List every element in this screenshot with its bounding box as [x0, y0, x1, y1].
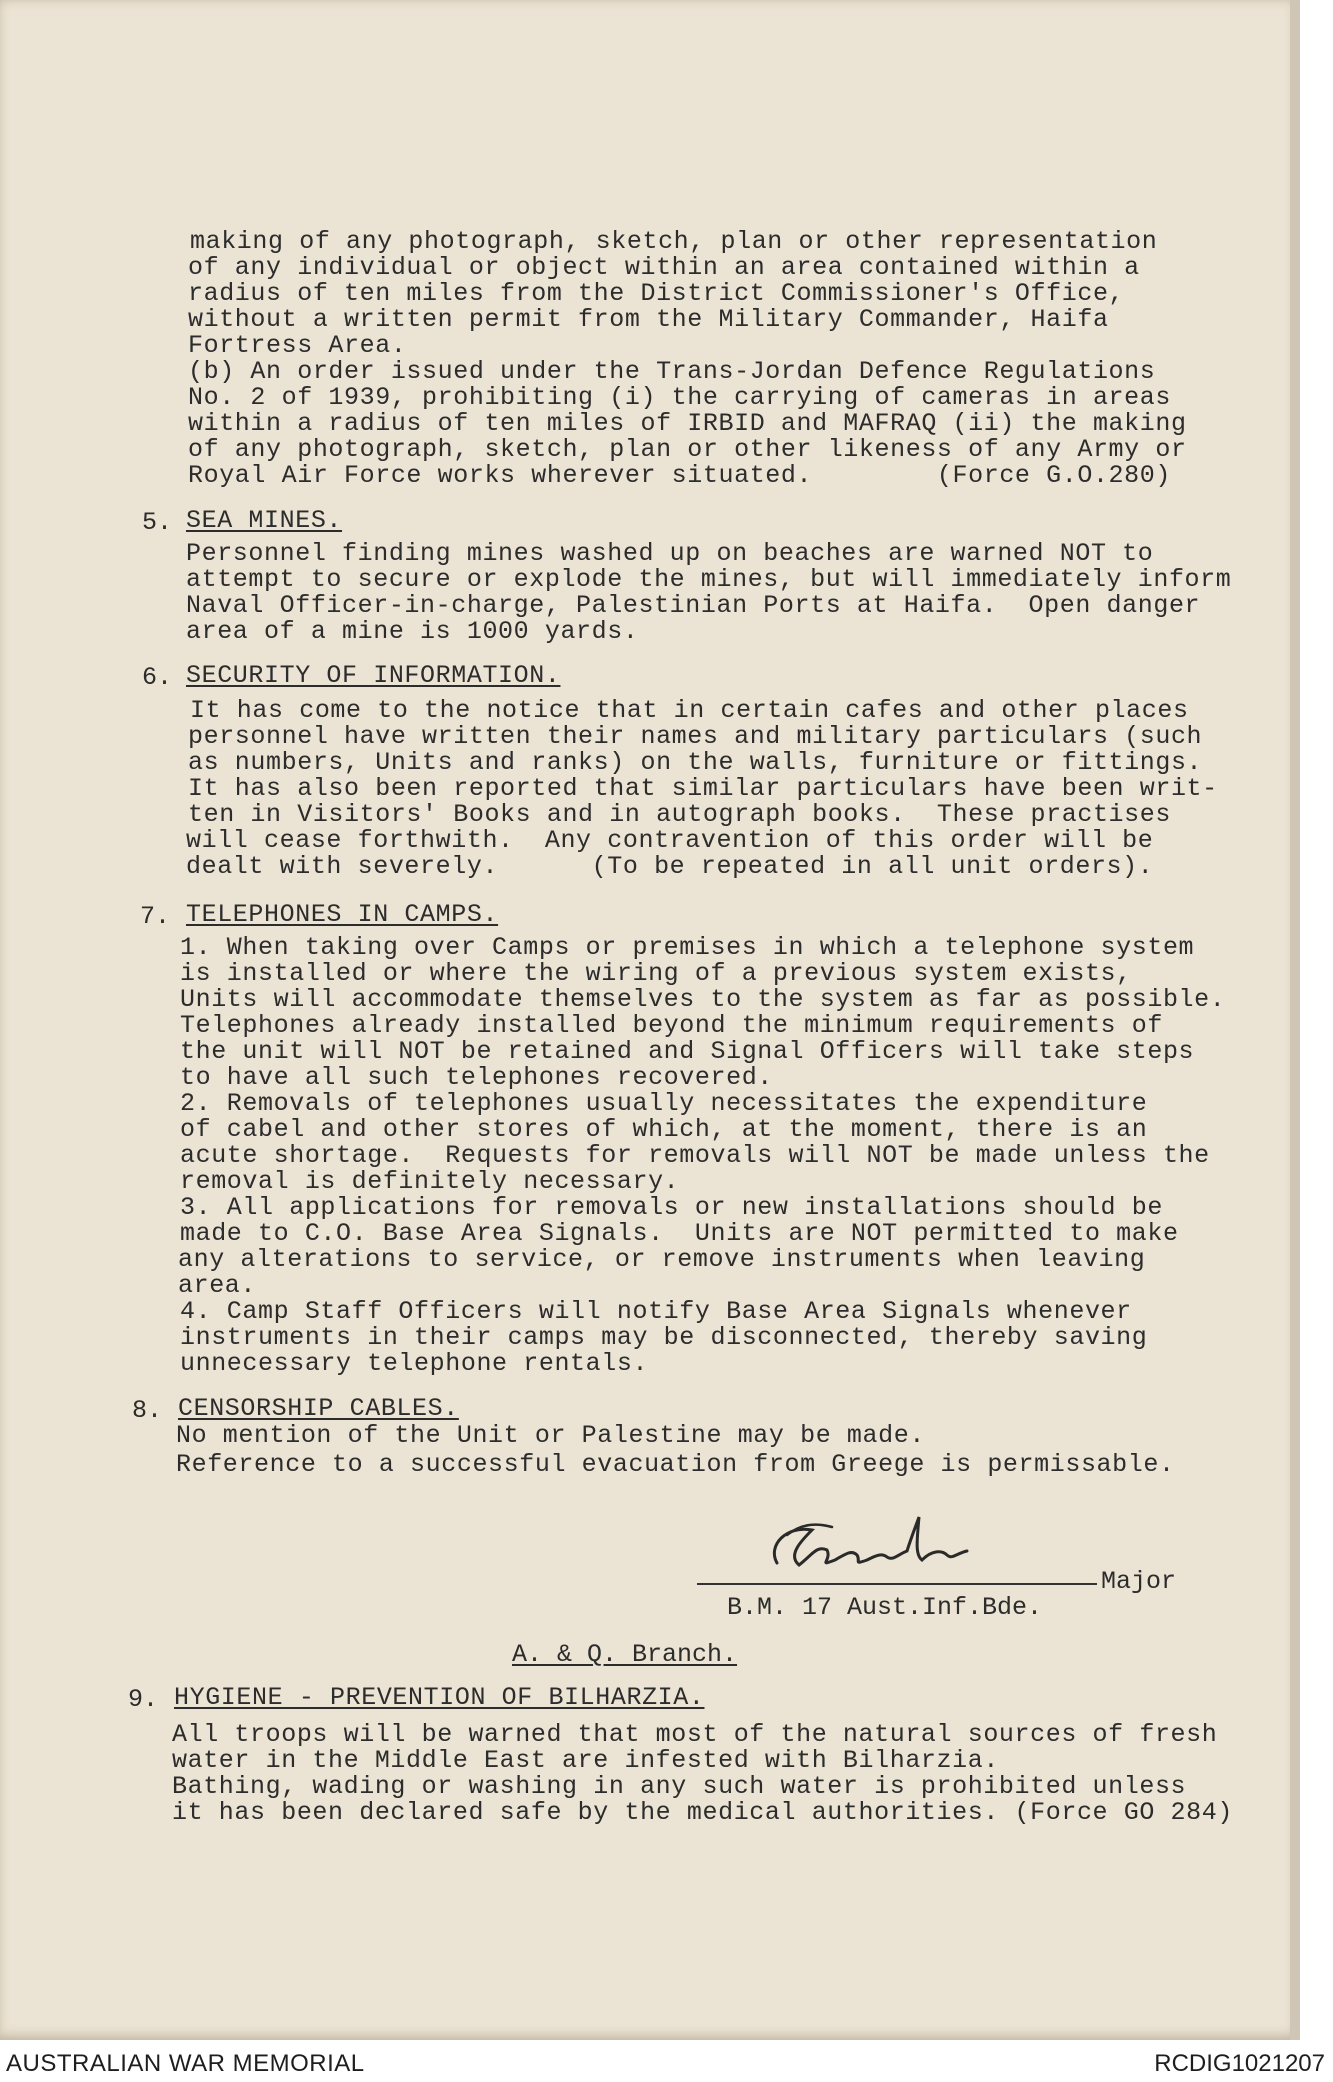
signature-block [697, 1505, 1177, 1622]
intro-line: Fortress Area. [188, 331, 407, 360]
section-line: any alterations to service, or remove instruments when leaving [178, 1245, 1146, 1274]
signature-rank: Major [1101, 1567, 1177, 1596]
section-heading: CENSORSHIP CABLES. [178, 1394, 459, 1423]
section-line: removal is definitely necessary. [180, 1167, 680, 1196]
section-line: will cease forthwith. Any contravention of this order will be [186, 826, 1154, 855]
section-heading: SEA MINES. [186, 506, 343, 535]
section-line: water in the Middle East are infested with Bilharzia. [172, 1746, 999, 1775]
intro-line: Royal Air Force works wherever situated. (Force G.O.280) [188, 461, 1171, 490]
section-number: 5. [142, 508, 173, 537]
intro-line: of any individual or object within an area contained within a [188, 253, 1140, 282]
section-line: Reference to a successful evacuation from Greege is permissable. [176, 1450, 1175, 1479]
footer-id: RCDIG1021207 [1154, 2050, 1325, 2077]
section-line: Telephones already installed beyond the minimum requirements of [180, 1011, 1163, 1040]
section-line: it has been declared safe by the medical authorities. (Force GO 284) [172, 1798, 1233, 1827]
section-line: instruments in their camps may be disconnected, thereby saving [180, 1323, 1148, 1352]
section-line: All troops will be warned that most of the natural sources of fresh [172, 1720, 1218, 1749]
section-line: as numbers, Units and ranks) on the walls, furniture or fittings. [188, 748, 1203, 777]
section-line: area of a mine is 1000 yards. [186, 617, 639, 646]
signature-title: B.M. 17 Aust.Inf.Bde. [727, 1593, 1043, 1622]
section-line: unnecessary telephone rentals. [180, 1349, 649, 1378]
section-line: acute shortage. Requests for removals will NOT be made unless the [180, 1141, 1210, 1170]
section-line: area. [178, 1271, 257, 1300]
section-line: 2. Removals of telephones usually necessitates the expenditure [180, 1089, 1148, 1118]
signature-line [697, 1583, 1097, 1585]
intro-line: No. 2 of 1939, prohibiting (i) the carrying of cameras in areas [188, 383, 1171, 412]
section-heading: TELEPHONES IN CAMPS. [186, 900, 499, 929]
section-line: personnel have written their names and military particulars (such [188, 722, 1203, 751]
section-number: 8. [132, 1396, 163, 1425]
section-line: Naval Officer-in-charge, Palestinian Ports at Haifa. Open danger [186, 591, 1201, 620]
section-line: to have all such telephones recovered. [180, 1063, 773, 1092]
section-number: 7. [140, 902, 171, 931]
section-line: 1. When taking over Camps or premises in which a telephone system [180, 933, 1195, 962]
section-number: 9. [128, 1685, 159, 1714]
section-line: Units will accommodate themselves to the system as far as possible. [180, 985, 1226, 1014]
section-heading: HYGIENE - PREVENTION OF BILHARZIA. [174, 1683, 705, 1712]
section-line: attempt to secure or explode the mines, but will immediately inform [186, 565, 1232, 594]
section-line: of cabel and other stores of which, at the moment, there is an [180, 1115, 1148, 1144]
section-line: is installed or where the wiring of a previous system exists, [180, 959, 1132, 988]
intro-line: (b) An order issued under the Trans-Jordan Defence Regulations [188, 357, 1156, 386]
intro-line: of any photograph, sketch, plan or other likeness of any Army or [188, 435, 1187, 464]
intro-line: radius of ten miles from the District Commissioner's Office, [188, 279, 1125, 308]
branch-heading: A. & Q. Branch. [512, 1640, 738, 1669]
section-line: dealt with severely. (To be repeated in all unit orders). [186, 852, 1154, 881]
intro-line: making of any photograph, sketch, plan or other representation [190, 227, 1158, 256]
section-line: made to C.O. Base Area Signals. Units are NOT permitted to make [180, 1219, 1179, 1248]
section-line: Bathing, wading or washing in any such water is prohibited unless [172, 1772, 1187, 1801]
section-line: It has also been reported that similar particulars have been writ- [188, 774, 1218, 803]
section-line: No mention of the Unit or Palestine may be made. [176, 1421, 925, 1450]
intro-line: within a radius of ten miles of IRBID and MAFRAQ (ii) the making [188, 409, 1187, 438]
section-line: It has come to the notice that in certain cafes and other places [190, 696, 1189, 725]
archive-footer [0, 2042, 1333, 2082]
intro-line: without a written permit from the Military Commander, Haifa [188, 305, 1109, 334]
section-number: 6. [142, 663, 173, 692]
section-heading: SECURITY OF INFORMATION. [186, 661, 561, 690]
section-line: 4. Camp Staff Officers will notify Base Area Signals whenever [180, 1297, 1132, 1326]
section-line: Personnel finding mines washed up on beaches are warned NOT to [186, 539, 1154, 568]
section-line: the unit will NOT be retained and Signal Officers will take steps [180, 1037, 1195, 1066]
footer-source: AUSTRALIAN WAR MEMORIAL [6, 2050, 365, 2077]
handwritten-signature [757, 1505, 1017, 1585]
section-line: 3. All applications for removals or new installations should be [180, 1193, 1163, 1222]
section-line: ten in Visitors' Books and in autograph books. These practises [188, 800, 1171, 829]
